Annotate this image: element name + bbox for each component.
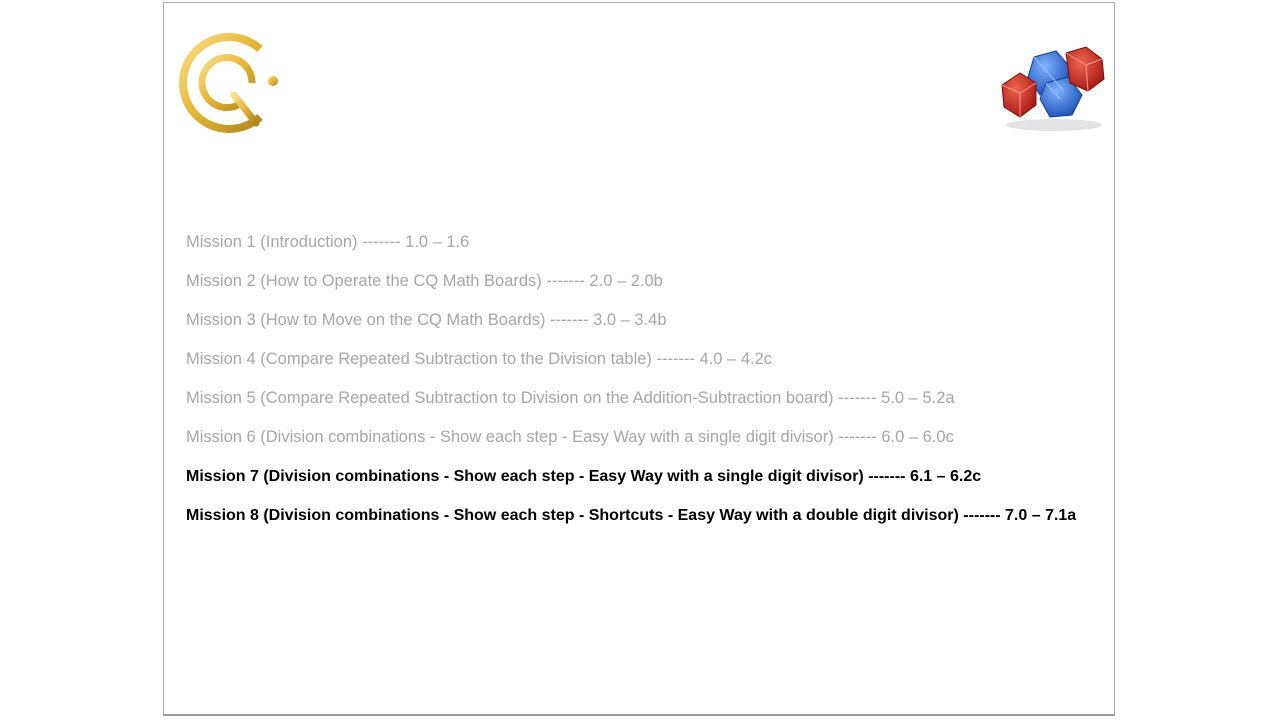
mission-item-5: Mission 5 (Compare Repeated Subtraction to Division on the Addition-Subtraction board) ------- 5.0 – 5.2a bbox=[186, 389, 955, 408]
mission-item-2: Mission 2 (How to Operate the CQ Math Boards) ------- 2.0 – 2.0b bbox=[186, 272, 663, 291]
mission-item-7: Mission 7 (Division combinations - Show each step - Easy Way with a single digit divisor) ------- 6.1 – 6.2c bbox=[186, 467, 982, 485]
mission-item-1: Mission 1 (Introduction) ------- 1.0 – 1.6 bbox=[186, 233, 470, 251]
mission-item-6: Mission 6 (Division combinations - Show each step - Easy Way with a single digit divisor) ------- 6.0 – 6.0c bbox=[186, 428, 954, 447]
slide bbox=[163, 2, 1115, 716]
mission-item-3: Mission 3 (How to Move on the CQ Math Boards) ------- 3.0 – 3.4b bbox=[186, 311, 667, 330]
dice-icon bbox=[994, 43, 1110, 135]
cq-logo-icon bbox=[176, 31, 284, 135]
mission-item-8: Mission 8 (Division combinations - Show each step - Shortcuts - Easy Way with a double digit divisor) ------- 7.0 – 7.1a bbox=[186, 506, 1077, 524]
mission-item-4: Mission 4 (Compare Repeated Subtraction to the Division table) ------- 4.0 – 4.2c bbox=[186, 350, 772, 369]
mission-list bbox=[186, 229, 1106, 542]
